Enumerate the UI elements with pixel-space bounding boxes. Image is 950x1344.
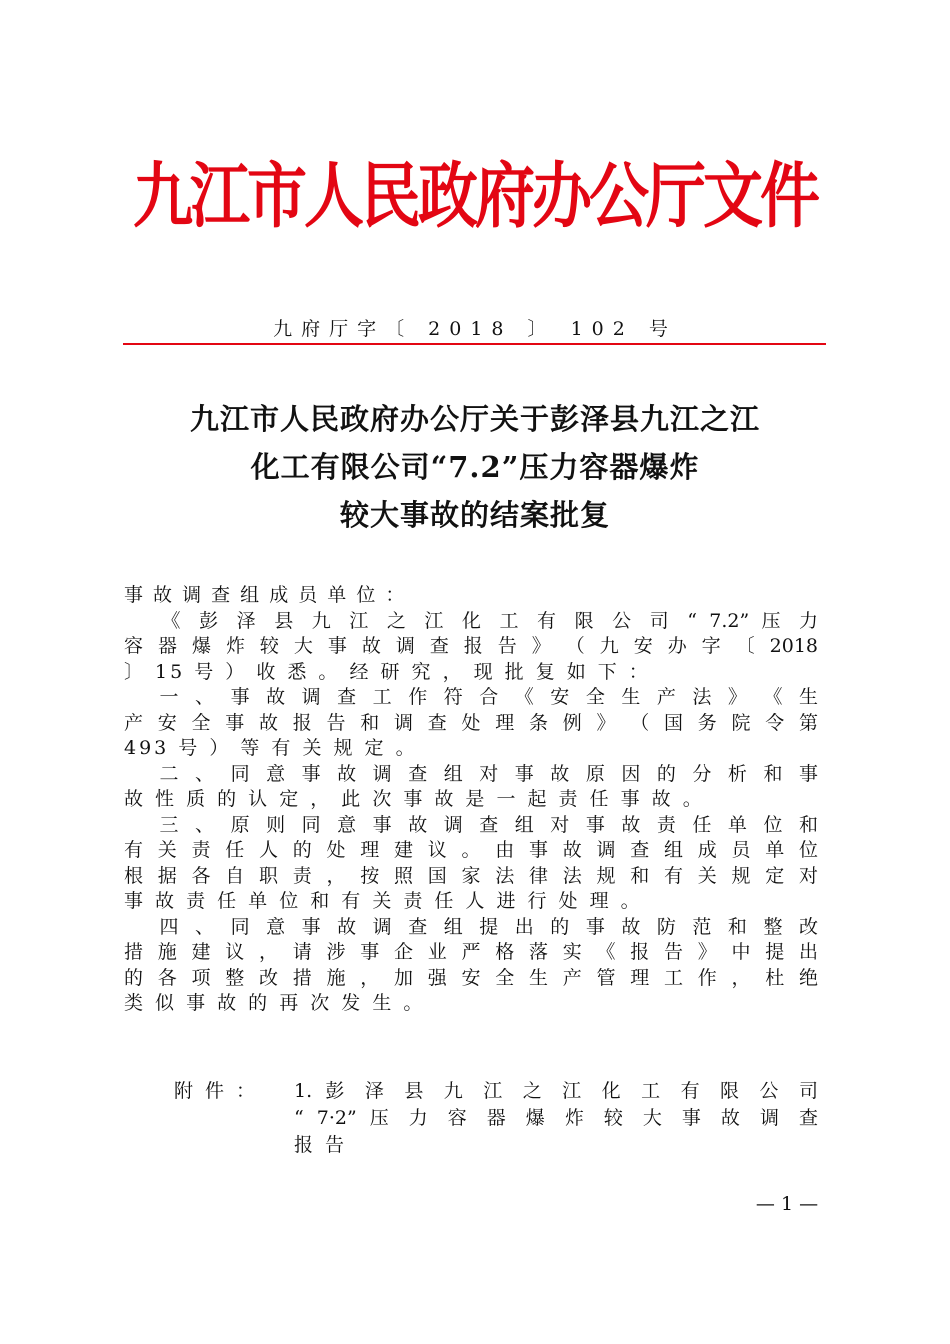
body-line: 事 故 调 查 组 成 员 单 位 ： <box>124 584 407 606</box>
body-line: 493 号 ） 等 有 关 规 定 。 <box>124 737 418 759</box>
body-line: 四 、 同 意 事 故 调 查 组 提 出 的 事 故 防 范 和 整 改 <box>124 915 818 938</box>
document-body <box>124 583 818 1017</box>
document-title <box>0 395 950 539</box>
body-line: 的 各 项 整 改 措 施 ， 加 强 安 全 生 产 管 理 工 作 ， 杜 绝 <box>124 966 818 989</box>
attachment-line-3: 报 告 <box>294 1134 348 1156</box>
body-line: 措 施 建 议 ， 请 涉 事 企 业 严 格 落 实 《 报 告 》 中 提 出 <box>124 941 818 963</box>
body-line: 有 关 责 任 人 的 处 理 建 议 。 由 事 故 调 查 组 成 员 单 位 <box>124 839 818 861</box>
issuer-masthead-title: 九江市人民政府办公厅文件 <box>133 155 817 239</box>
attachment-item <box>294 1078 818 1159</box>
page-number: — 1 — <box>755 1193 819 1215</box>
body-line: 故 性 质 的 认 定 ， 此 次 事 故 是 一 起 责 任 事 故 。 <box>124 788 705 810</box>
body-line: 二 、 同 意 事 故 调 查 组 对 事 故 原 因 的 分 析 和 事 <box>124 762 818 785</box>
title-line-2: 化工有限公司“7.2”压力容器爆炸 <box>250 450 700 484</box>
title-line-1: 九江市人民政府办公厅关于彭泽县九江之江 <box>189 402 760 436</box>
body-line: 《 彭 泽 县 九 江 之 江 化 工 有 限 公 司 “ 7.2” 压 力 <box>124 609 818 632</box>
body-line: 类 似 事 故 的 再 次 发 生 。 <box>124 992 426 1014</box>
body-line: 三 、 原 则 同 意 事 故 调 查 组 对 事 故 责 任 单 位 和 <box>124 813 818 836</box>
attachment-line-2: “ 7·2” 压 力 容 器 爆 炸 较 大 事 故 调 查 <box>294 1107 818 1129</box>
body-line: 容 器 爆 炸 较 大 事 故 调 查 报 告 》 （ 九 安 办 字 〔 2018 <box>124 635 818 657</box>
title-line-3: 较大事故的结案批复 <box>339 498 610 532</box>
body-line: 事 故 责 任 单 位 和 有 关 责 任 人 进 行 处 理 。 <box>124 890 643 912</box>
document-number: 九府厅字〔 2018 〕 102 号 <box>273 318 677 340</box>
attachment-label: 附件： <box>174 1080 268 1102</box>
body-line: 〕 15 号 ） 收 悉 。 经 研 究 ， 现 批 复 如 下 ： <box>124 660 651 683</box>
attachment-line-1: 1. 彭 泽 县 九 江 之 江 化 工 有 限 公 司 <box>294 1080 818 1102</box>
body-line: 根 据 各 自 职 责 ， 按 照 国 家 法 律 法 规 和 有 关 规 定 对 <box>124 864 818 887</box>
body-line: 一 、 事 故 调 查 工 作 符 合 《 安 全 生 产 法 》 《 生 <box>124 686 818 708</box>
body-line: 产 安 全 事 故 报 告 和 调 查 处 理 条 例 》 （ 国 务 院 令 第 <box>124 711 818 734</box>
red-divider-line <box>123 343 826 345</box>
